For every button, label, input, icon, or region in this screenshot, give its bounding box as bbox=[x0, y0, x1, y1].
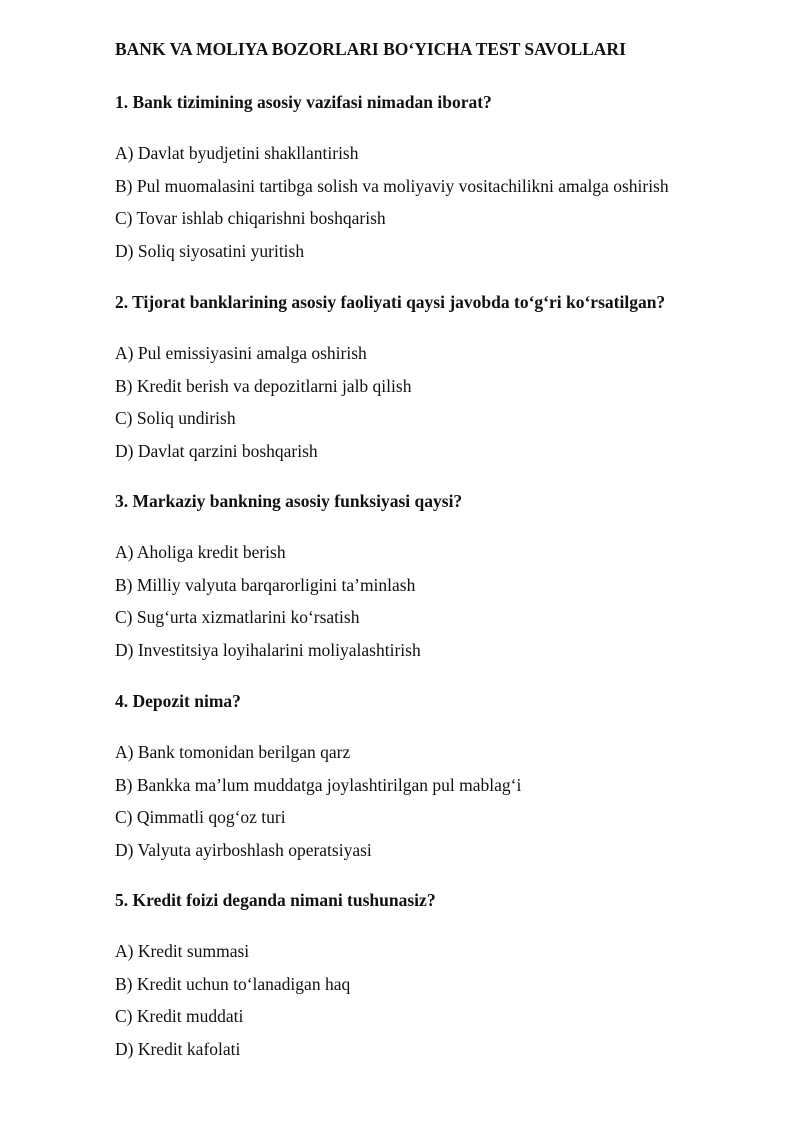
question-4 bbox=[115, 690, 775, 871]
answer-option-b: B) Milliy valyuta barqarorligini ta’minlash bbox=[115, 574, 416, 595]
answer-option-c: C) Sug‘urta xizmatlarini ko‘rsatish bbox=[115, 607, 360, 627]
answer-options bbox=[115, 541, 775, 671]
document-title: BANK VA MOLIYA BOZORLARI BO‘YICHA TEST SAVOLLARI bbox=[115, 39, 626, 59]
answer-option-d: D) Investitsiya loyihalarini moliyalashtirish bbox=[115, 639, 421, 660]
answer-options bbox=[115, 940, 775, 1070]
answer-option-b: B) Bankka ma’lum muddatga joylashtirilgan pul mablag‘i bbox=[115, 774, 522, 795]
answer-option-b: B) Pul muomalasini tartibga solish va moliyaviy vositachilikni amalga oshirish bbox=[115, 175, 669, 196]
answer-options bbox=[115, 342, 775, 472]
answer-option-a: A) Kredit summasi bbox=[115, 941, 250, 961]
answer-option-c: C) Kredit muddati bbox=[115, 1006, 244, 1026]
answer-options bbox=[115, 142, 775, 272]
question-1 bbox=[115, 91, 775, 272]
answer-option-d: D) Valyuta ayirboshlash operatsiyasi bbox=[115, 839, 372, 860]
question-text: 3. Markaziy bankning asosiy funksiyasi qaysi? bbox=[115, 491, 463, 511]
answer-option-c: C) Qimmatli qog‘oz turi bbox=[115, 807, 286, 827]
question-text: 1. Bank tizimining asosiy vazifasi nimadan iborat? bbox=[115, 92, 492, 112]
answer-option-c: C) Tovar ishlab chiqarishni boshqarish bbox=[115, 208, 386, 228]
question-text: 5. Kredit foizi deganda nimani tushunasiz? bbox=[115, 890, 436, 910]
question-text: 2. Tijorat banklarining asosiy faoliyati qaysi javobda to‘g‘ri ko‘rsatilgan? bbox=[115, 292, 666, 312]
answer-option-d: D) Soliq siyosatini yuritish bbox=[115, 240, 305, 261]
question-text: 4. Depozit nima? bbox=[115, 691, 241, 711]
answer-option-a: A) Davlat byudjetini shakllantirish bbox=[115, 143, 359, 163]
answer-option-c: C) Soliq undirish bbox=[115, 408, 236, 428]
answer-option-b: B) Kredit uchun to‘lanadigan haq bbox=[115, 973, 351, 994]
question-5 bbox=[115, 889, 775, 1070]
answer-option-d: D) Kredit kafolati bbox=[115, 1038, 241, 1059]
question-3 bbox=[115, 490, 775, 671]
question-2 bbox=[115, 291, 775, 472]
answer-options bbox=[115, 741, 775, 871]
answer-option-a: A) Bank tomonidan berilgan qarz bbox=[115, 742, 351, 762]
answer-option-d: D) Davlat qarzini boshqarish bbox=[115, 440, 318, 461]
answer-option-a: A) Pul emissiyasini amalga oshirish bbox=[115, 343, 367, 363]
answer-option-b: B) Kredit berish va depozitlarni jalb qilish bbox=[115, 375, 412, 396]
answer-option-a: A) Aholiga kredit berish bbox=[115, 542, 286, 562]
